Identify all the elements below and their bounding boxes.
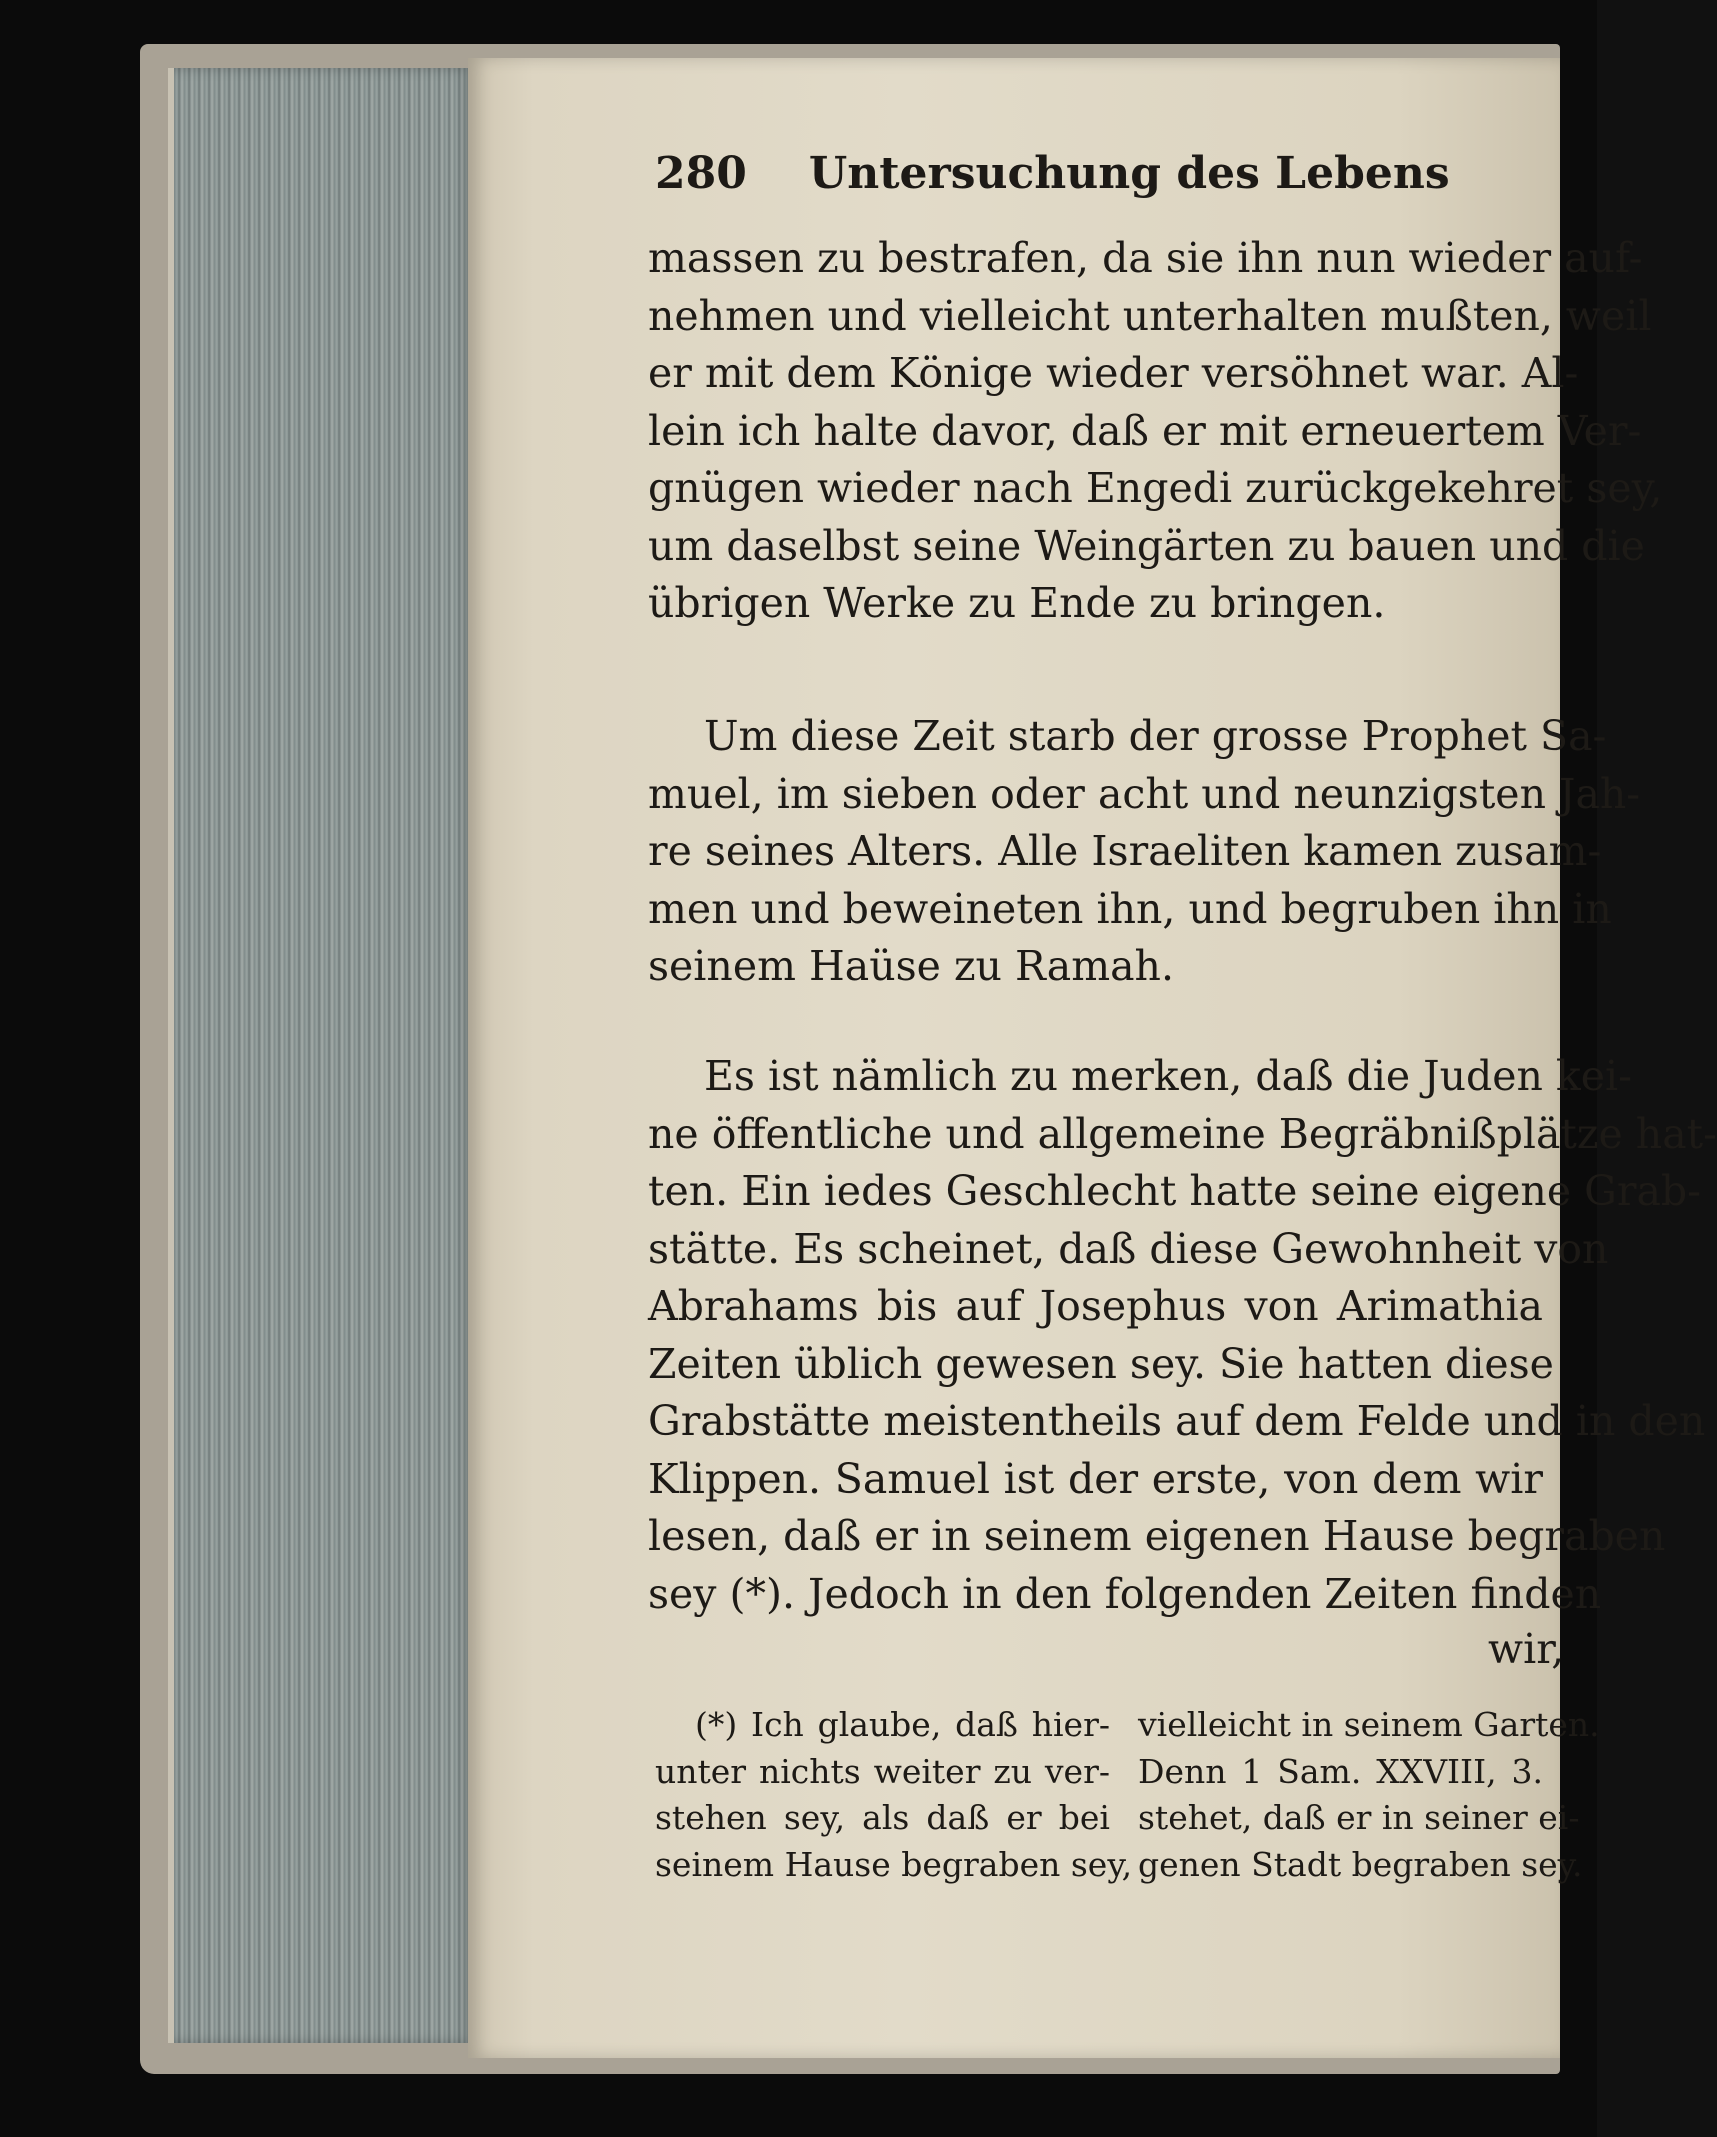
footnote-line: vielleicht in seinem Garten. [1138,1705,1600,1744]
text-line: Klippen. Samuel ist der erste, von dem wir [648,1454,1543,1503]
text-line: ne öffentliche und allgemeine Begräbnißplätze hat- [648,1109,1717,1158]
catchword: wir, [1488,1625,1565,1673]
running-title: Untersuchung des Lebens [808,148,1450,199]
paragraph-1 [648,230,1663,633]
footnote-right-column [1138,1702,1600,1888]
text-line: men und beweineten ihn, und begruben ihn in [648,884,1612,933]
footnote-line: Denn 1 Sam. XXVIII, 3. [1138,1751,1543,1791]
running-header [655,148,1455,199]
text-line: Grabstätte meistentheils auf dem Felde und in den [648,1397,1706,1445]
text-line: lesen, daß er in seinem eigenen Hause begraben [648,1512,1666,1560]
text-line: seinem Haüse zu Ramah. [648,942,1174,990]
text-line: sey (*). Jedoch in den folgenden Zeiten finden [648,1569,1602,1618]
text-line: übrigen Werke zu Ende zu bringen. [648,579,1386,627]
text-line: gnügen wieder nach Engedi zurückgekehret sey, [648,464,1663,512]
text-line: re seines Alters. Alle Israeliten kamen zusam- [648,827,1602,875]
text-line: um daselbst seine Weingärten zu bauen und die [648,521,1645,570]
text-line: massen zu bestrafen, da sie ihn nun wieder auf- [648,234,1643,282]
paragraph-3 [648,1048,1717,1623]
text-line: muel, im sieben oder acht und neunzigsten Jah- [648,769,1641,818]
text-line: stätte. Es scheinet, daß diese Gewohnheit von [648,1224,1609,1273]
footnote-line: seinem Hause begraben sey, [655,1844,1133,1884]
footnote-line: stehen sey, als daß er bei [655,1798,1110,1837]
text-line: Zeiten üblich gewesen sey. Sie hatten diese [648,1339,1554,1388]
text-line: lein ich halte davor, daß er mit erneuertem Ver- [648,406,1642,455]
page-edges [168,68,474,2043]
text-line: er mit dem Könige wieder versöhnet war. Al- [648,349,1579,397]
text-line: Um diese Zeit starb der grosse Prophet Sa- [704,712,1607,760]
footnote-line: (*) Ich glaube, daß hier- [695,1705,1110,1744]
page-number: 280 [655,148,747,199]
footnote-line: stehet, daß er in seiner ei- [1138,1798,1580,1837]
footnote-line: unter nichts weiter zu ver- [655,1751,1110,1791]
text-line: Es ist nämlich zu merken, daß die Juden kei- [704,1052,1633,1100]
text-line: nehmen und vielleicht unterhalten mußten, weil [648,291,1652,340]
text-line: Abrahams bis auf Josephus von Arimathia [648,1282,1543,1330]
text-line: ten. Ein iedes Geschlecht hatte seine eigene Grab- [648,1167,1702,1215]
paragraph-2 [648,708,1641,996]
footnote-line: genen Stadt begraben sey. [1138,1844,1583,1884]
footnote-left-column [655,1702,1133,1888]
